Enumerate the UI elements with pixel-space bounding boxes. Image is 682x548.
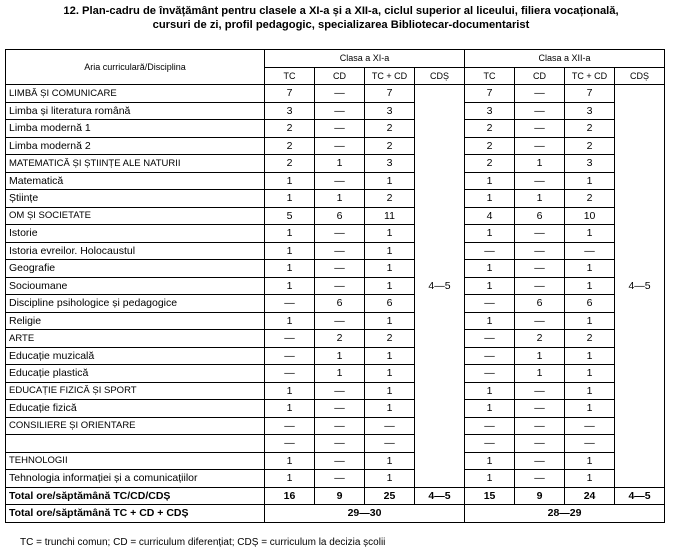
class-11-cd-cell: 6 [315,295,365,313]
class-11-tccd-cell: 1 [365,260,415,278]
class-11-tccd-cell: 3 [365,102,415,120]
class-12-cd-cell: 6 [515,295,565,313]
table-row [6,155,665,173]
class-12-cd-cell: 1 [515,347,565,365]
total-1-tccd-12: 24 [565,487,615,505]
total-2-class-11: 29—30 [265,505,465,523]
class-11-tc-cell: 2 [265,120,315,138]
table-row [6,330,665,348]
class-12-tccd-cell: — [565,435,615,453]
class-11-cd-cell: — [315,417,365,435]
header-class-11: Clasa a XI-a [265,50,465,68]
discipline-name: Limba modernă 1 [6,120,265,138]
discipline-name: MATEMATICĂ ȘI ȘTIINȚE ALE NATURII [6,155,265,173]
table-row [6,295,665,313]
class-11-tc-cell: 1 [265,190,315,208]
total-1-tc-11: 16 [265,487,315,505]
class-12-cd-cell: 1 [515,155,565,173]
class-11-tc-cell: — [265,365,315,383]
class-12-cd-cell: — [515,260,565,278]
class-11-tccd-cell: 1 [365,312,415,330]
class-12-cd-cell: — [515,120,565,138]
class-11-tc-cell: — [265,347,315,365]
total-1-cds-12: 4—5 [615,487,665,505]
class-12-tc-cell: 1 [465,190,515,208]
header-tc-12: TC [465,67,515,85]
class-11-tccd-cell: 2 [365,330,415,348]
class-11-cd-cell: — [315,470,365,488]
table-row [6,225,665,243]
class-12-tccd-cell: 1 [565,400,615,418]
discipline-name: CONSILIERE ȘI ORIENTARE [6,417,265,435]
class-12-cd-cell: — [515,137,565,155]
header-class-12: Clasa a XII-a [465,50,665,68]
class-12-tc-cell: 2 [465,155,515,173]
class-11-cd-cell: 1 [315,347,365,365]
class-12-tc-cell: 7 [465,85,515,103]
class-12-tc-cell: 1 [465,260,515,278]
class-12-cd-cell: 1 [515,365,565,383]
total-2-class-12: 28—29 [465,505,665,523]
table-row [6,312,665,330]
class-11-tc-cell: 2 [265,155,315,173]
discipline-name [6,435,265,453]
class-11-tccd-cell: 2 [365,190,415,208]
class-12-tccd-cell: 1 [565,225,615,243]
class-12-cd-cell: — [515,382,565,400]
class-12-tc-cell: 1 [465,452,515,470]
class-12-cd-cell: — [515,435,565,453]
table-body [6,85,665,488]
class-11-tccd-cell: 1 [365,452,415,470]
class-11-cd-cell: 1 [315,365,365,383]
header-cd-11: CD [315,67,365,85]
total-row-1 [6,487,665,505]
class-12-cd-cell: — [515,85,565,103]
class-12-tccd-cell: 1 [565,172,615,190]
class-12-tc-cell: 1 [465,312,515,330]
class-11-tccd-cell: 7 [365,85,415,103]
class-11-tc-cell: 1 [265,277,315,295]
class-11-cd-cell: — [315,452,365,470]
class-11-cd-cell: — [315,435,365,453]
class-12-tccd-cell: 1 [565,470,615,488]
table-row [6,277,665,295]
discipline-name: Matematică [6,172,265,190]
class-12-cd-cell: — [515,225,565,243]
class-11-tccd-cell: 1 [365,242,415,260]
plan-title [0,4,682,32]
class-12-tccd-cell: 2 [565,137,615,155]
class-11-tc-cell: 1 [265,172,315,190]
class-11-tc-cell: 1 [265,382,315,400]
class-12-tc-cell: 4 [465,207,515,225]
title-line-1: 12. Plan-cadru de învățământ pentru clasele a XI-a și a XII-a, ciclul superior al liceului, filiera vocațională, [63,5,619,17]
discipline-name: Geografie [6,260,265,278]
discipline-name: LIMBĂ ȘI COMUNICARE [6,85,265,103]
class-11-cd-cell: — [315,137,365,155]
class-11-cd-cell: 1 [315,190,365,208]
table-row [6,365,665,383]
class-11-tc-cell: 1 [265,312,315,330]
class-12-tccd-cell: 6 [565,295,615,313]
class-11-cd-cell: 1 [315,155,365,173]
class-12-tc-cell: 2 [465,137,515,155]
class-12-cd-cell: 6 [515,207,565,225]
class-12-tc-cell: — [465,330,515,348]
class-11-tccd-cell: 11 [365,207,415,225]
discipline-name: EDUCAȚIE FIZICĂ ȘI SPORT [6,382,265,400]
curriculum-table [5,49,665,523]
class-12-cd-cell: — [515,102,565,120]
class-12-tccd-cell: 1 [565,452,615,470]
table-row [6,190,665,208]
header-tccd-12: TC + CD [565,67,615,85]
table-row [6,120,665,138]
class-12-tc-cell: — [465,417,515,435]
table-row [6,172,665,190]
class-11-tc-cell: 1 [265,470,315,488]
class-11-tccd-cell: 3 [365,155,415,173]
table-row [6,382,665,400]
class-12-tc-cell: 2 [465,120,515,138]
class-12-tccd-cell: 2 [565,120,615,138]
class-11-cd-cell: — [315,277,365,295]
class-12-tccd-cell: 1 [565,382,615,400]
total-2-label: Total ore/săptămână TC + CD + CDȘ [6,505,265,523]
class-11-tc-cell: — [265,330,315,348]
table-row [6,452,665,470]
discipline-name: Limba și literatura română [6,102,265,120]
table-row [6,242,665,260]
class-11-tccd-cell: 1 [365,382,415,400]
class-12-cd-cell: — [515,277,565,295]
class-12-cd-cell: 2 [515,330,565,348]
class-12-tc-cell: — [465,295,515,313]
table-row [6,347,665,365]
class-11-tccd-cell: 1 [365,225,415,243]
class-12-tccd-cell: 7 [565,85,615,103]
class-11-tccd-cell: 1 [365,470,415,488]
class-11-tc-cell: 5 [265,207,315,225]
discipline-name: Limba modernă 2 [6,137,265,155]
discipline-name: ARTE [6,330,265,348]
title-line-2: cursuri de zi, profil pedagogic, specializarea Bibliotecar-documentarist [152,19,530,31]
class-12-cd-cell: — [515,417,565,435]
discipline-name: Tehnologia informației și a comunicațiilor [6,470,265,488]
discipline-name: OM ȘI SOCIETATE [6,207,265,225]
class-12-cd-cell: — [515,400,565,418]
class-11-tccd-cell: 1 [365,400,415,418]
discipline-name: Istorie [6,225,265,243]
class-11-tccd-cell: 1 [365,365,415,383]
class-11-cd-cell: 6 [315,207,365,225]
class-12-tccd-cell: 1 [565,365,615,383]
class-11-tc-cell: 1 [265,400,315,418]
discipline-name: Socioumane [6,277,265,295]
class-12-tc-cell: 1 [465,400,515,418]
class-12-tccd-cell: 1 [565,277,615,295]
header-cds-11: CDȘ [415,67,465,85]
class-11-tc-cell: 1 [265,260,315,278]
class-12-tc-cell: 1 [465,172,515,190]
discipline-name: Religie [6,312,265,330]
class-12-tccd-cell: 2 [565,190,615,208]
class-12-tc-cell: — [465,242,515,260]
header-cds-12: CDȘ [615,67,665,85]
class-12-cd-cell: — [515,242,565,260]
footnote: TC = trunchi comun; CD = curriculum diferențiat; CDȘ = curriculum la decizia școlii [20,537,386,548]
cds-class-11-cell: 4—5 [415,85,465,488]
discipline-name: Educație muzicală [6,347,265,365]
class-11-tc-cell: 1 [265,452,315,470]
class-11-tc-cell: 3 [265,102,315,120]
class-11-tccd-cell: 1 [365,347,415,365]
table-row [6,470,665,488]
class-12-tccd-cell: — [565,417,615,435]
table-row [6,260,665,278]
class-11-tc-cell: — [265,435,315,453]
class-12-tc-cell: 1 [465,225,515,243]
class-12-tccd-cell: 1 [565,347,615,365]
discipline-name: TEHNOLOGII [6,452,265,470]
discipline-name: Istoria evreilor. Holocaustul [6,242,265,260]
class-11-tc-cell: 7 [265,85,315,103]
class-12-tccd-cell: 10 [565,207,615,225]
class-12-cd-cell: — [515,312,565,330]
class-12-tc-cell: 1 [465,277,515,295]
table-row [6,207,665,225]
class-11-cd-cell: — [315,172,365,190]
total-1-tc-12: 15 [465,487,515,505]
class-11-cd-cell: — [315,102,365,120]
class-12-cd-cell: — [515,452,565,470]
total-row-2 [6,505,665,523]
class-11-tccd-cell: 1 [365,172,415,190]
class-11-cd-cell: — [315,120,365,138]
total-1-cd-12: 9 [515,487,565,505]
header-tc-11: TC [265,67,315,85]
class-11-tccd-cell: 6 [365,295,415,313]
class-12-cd-cell: — [515,172,565,190]
class-11-cd-cell: 2 [315,330,365,348]
class-11-tccd-cell: 2 [365,120,415,138]
class-11-tccd-cell: — [365,435,415,453]
table-row [6,417,665,435]
class-11-cd-cell: — [315,260,365,278]
table-row [6,137,665,155]
discipline-name: Educație plastică [6,365,265,383]
class-12-tc-cell: 3 [465,102,515,120]
class-11-cd-cell: — [315,400,365,418]
cds-class-12-cell: 4—5 [615,85,665,488]
header-area: Aria curriculară/Disciplina [6,50,265,85]
class-12-tccd-cell: 1 [565,260,615,278]
total-1-cds-11: 4—5 [415,487,465,505]
table-row [6,435,665,453]
class-12-tccd-cell: 3 [565,155,615,173]
total-1-tccd-11: 25 [365,487,415,505]
table-row [6,102,665,120]
class-11-cd-cell: — [315,225,365,243]
class-12-tc-cell: 1 [465,470,515,488]
class-11-tc-cell: — [265,417,315,435]
class-11-tc-cell: 1 [265,242,315,260]
header-row-1 [6,50,665,68]
discipline-name: Educație fizică [6,400,265,418]
class-11-tccd-cell: 1 [365,277,415,295]
class-12-tccd-cell: 1 [565,312,615,330]
discipline-name: Științe [6,190,265,208]
class-12-tc-cell: — [465,435,515,453]
header-tccd-11: TC + CD [365,67,415,85]
class-12-tc-cell: — [465,365,515,383]
class-11-cd-cell: — [315,382,365,400]
class-12-tc-cell: 1 [465,382,515,400]
class-11-tccd-cell: 2 [365,137,415,155]
class-12-cd-cell: — [515,470,565,488]
class-11-tc-cell: 2 [265,137,315,155]
total-1-label: Total ore/săptămână TC/CD/CDȘ [6,487,265,505]
class-12-tccd-cell: — [565,242,615,260]
table-row [6,400,665,418]
total-1-cd-11: 9 [315,487,365,505]
class-11-tc-cell: — [265,295,315,313]
class-12-tccd-cell: 2 [565,330,615,348]
class-12-cd-cell: 1 [515,190,565,208]
class-11-cd-cell: — [315,85,365,103]
class-11-cd-cell: — [315,242,365,260]
class-11-cd-cell: — [315,312,365,330]
class-12-tccd-cell: 3 [565,102,615,120]
header-cd-12: CD [515,67,565,85]
discipline-name: Discipline psihologice și pedagogice [6,295,265,313]
table-row [6,85,665,103]
class-11-tccd-cell: — [365,417,415,435]
class-11-tc-cell: 1 [265,225,315,243]
class-12-tc-cell: — [465,347,515,365]
